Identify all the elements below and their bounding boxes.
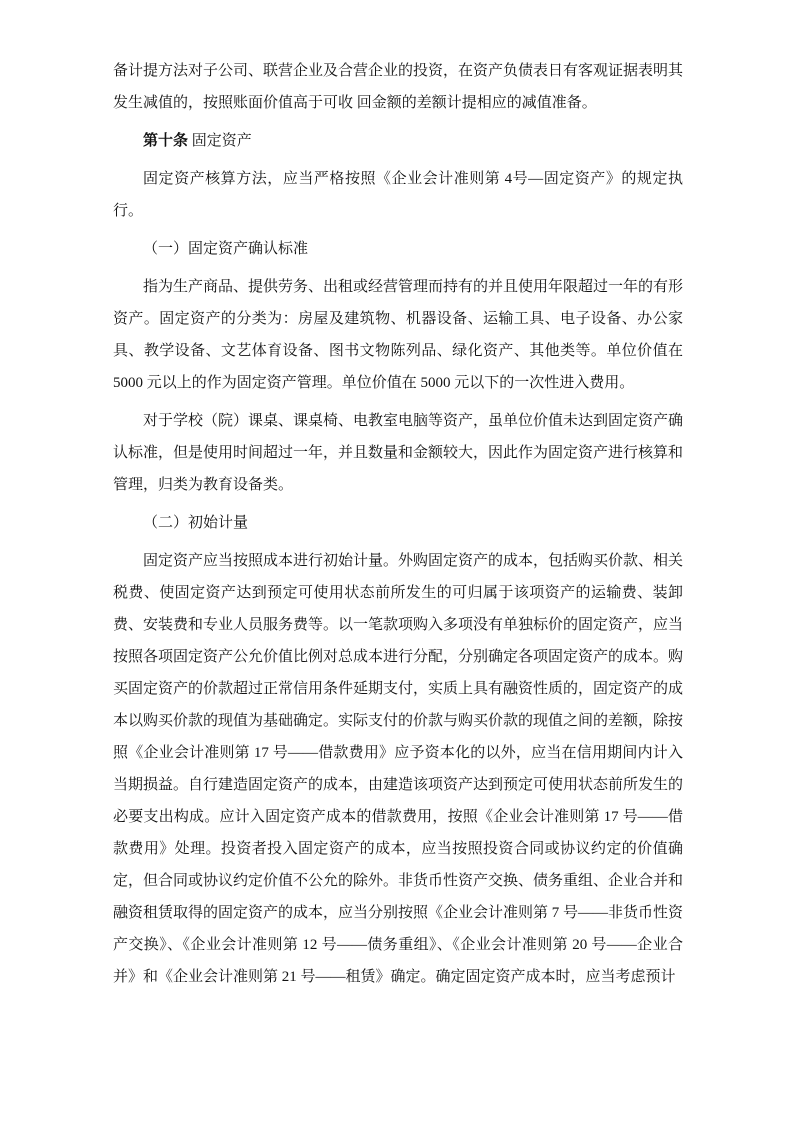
article-title: 固定资产 — [188, 133, 252, 149]
subheading-initial-measurement: （二）初始计量 — [143, 515, 249, 531]
article-number: 第十条 — [143, 133, 189, 149]
article-heading-fixed-assets — [113, 125, 683, 157]
document-body — [113, 55, 683, 993]
subheading-recognition-criteria: （一）固定资产确认标准 — [143, 241, 309, 257]
paragraph-school-equipment: 对于学校（院）课桌、课桌椅、电教室电脑等资产，虽单位价值未达到固定资产确认标准，但是使用时间超过一年，并且数量和金额较大，因此作为固定资产进行核算和管理，归类为教育设备类。 — [113, 413, 684, 493]
paragraph-accounting-method: 固定资产核算方法，应当严格按照《企业会计准则第 4号—固定资产》的规定执行。 — [113, 171, 683, 219]
paragraph-recognition-definition: 指为生产商品、提供劳务、出租或经营管理而持有的并且使用年限超过一年的有形资产。固定资产的分类为：房屋及建筑物、机器设备、运输工具、电子设备、办公家具、教学设备、文艺体育设备、图书文物陈列品、绿化资产、其他类等。单位价值在 5000 元以上的作为固定资产管理。单位价值在 5000 元以下的一次性进入费用。 — [113, 279, 684, 391]
paragraph-impairment-continuation: 备计提方法对子公司、联营企业及合营企业的投资，在资产负债表日有客观证据表明其发生减值的，按照账面价值高于可收 回金额的差额计提相应的减值准备。 — [113, 63, 684, 111]
paragraph-initial-measurement-detail: 固定资产应当按照成本进行初始计量。外购固定资产的成本，包括购买价款、相关税费、使固定资产达到预定可使用状态前所发生的可归属于该项资产的运输费、装卸费、安装费和专业人员服务费等。以一笔款项购入多项没有单独标价的固定资产，应当按照各项固定资产公允价值比例对总成本进行分配，分别确定各项固定资产的成本。购买固定资产的价款超过正常信用条件延期支付，实质上具有融资性质的，固定资产的成本以购买价款的现值为基础确定。实际支付的价款与购买价款的现值之间的差额，除按照《企业会计准则第 17 号——借款费用》应予资本化的以外，应当在信用期间内计入当期损益。自行建造固定资产的成本，由建造该项资产达到预定可使用状态前所发生的必要支出构成。应计入固定资产成本的借款费用，按照《企业会计准则第 17 号——借款费用》处理。投资者投入固定资产的成本，应当按照投资合同或协议约定的价值确定，但合同或协议约定价值不公允的除外。非货币性资产交换、债务重组、企业合并和融资租赁取得的固定资产的成本，应当分别按照《企业会计准则第 7 号——非货币性资产交换》、《企业会计准则第 12 号——债务重组》、《企业会计准则第 20 号——企业合并》和《企业会计准则第 21 号——租赁》确定。确定固定资产成本时，应当考虑预计 — [113, 553, 684, 985]
